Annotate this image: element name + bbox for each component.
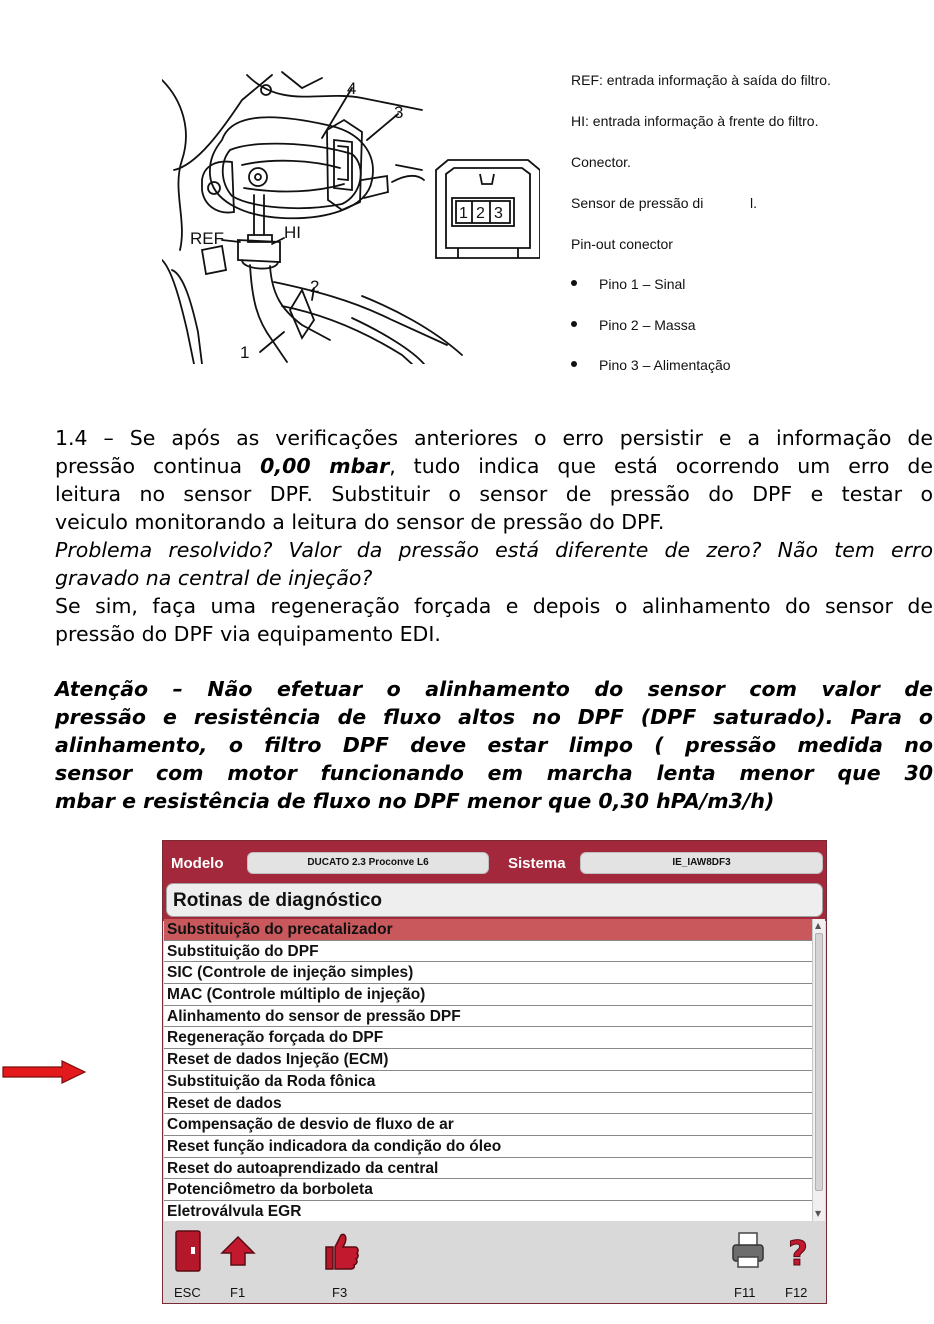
list-item[interactable]: Substituição do DPF bbox=[164, 941, 812, 963]
question-line-1: Problema resolvido? Valor da pressão está diferente de zero? Não tem erro bbox=[55, 538, 933, 562]
legend-hi: HI: entrada informação à frente do filtro. bbox=[571, 113, 819, 129]
warning-line-4: sensor com motor funcionando em marcha lenta menor que 30 bbox=[55, 761, 933, 785]
f11-button[interactable] bbox=[726, 1229, 770, 1273]
f1-button[interactable] bbox=[216, 1229, 260, 1273]
list-item[interactable]: Reset de dados Injeção (ECM) bbox=[164, 1049, 812, 1071]
question-line-2: gravado na central de injeção? bbox=[55, 566, 373, 590]
warning-line-3: alinhamento, o filtro DPF deve estar limpo ( pressão medida no bbox=[55, 733, 933, 757]
modelo-field[interactable]: DUCATO 2.3 Proconve L6 bbox=[247, 852, 489, 874]
routine-list bbox=[164, 919, 812, 1221]
f11-key-label: F11 bbox=[734, 1285, 756, 1300]
bullet-icon bbox=[571, 280, 577, 286]
list-item[interactable]: Compensação de desvio de fluxo de ar bbox=[164, 1114, 812, 1136]
exit-door-icon bbox=[173, 1229, 203, 1273]
list-item[interactable]: SIC (Controle de injeção simples) bbox=[164, 962, 812, 984]
pin-3-label: 3 bbox=[494, 205, 503, 222]
legend-pin-2: Pino 2 – Massa bbox=[571, 317, 696, 333]
sistema-label: Sistema bbox=[508, 855, 566, 872]
scroll-up-icon[interactable]: ▲ bbox=[815, 921, 822, 930]
label-ref: REF bbox=[190, 229, 224, 248]
warning-paragraph bbox=[55, 675, 933, 815]
list-item[interactable]: Alinhamento do sensor de pressão DPF bbox=[164, 1006, 812, 1028]
list-item[interactable]: Potenciômetro da borboleta bbox=[164, 1179, 812, 1201]
f3-key-label: F3 bbox=[332, 1285, 348, 1300]
callout-4: 4 bbox=[347, 79, 357, 98]
list-item[interactable]: Substituição do precatalizador bbox=[164, 919, 812, 941]
function-key-toolbar bbox=[163, 1223, 826, 1303]
answer-line-1: Se sim, faça uma regeneração forçada e depois o alinhamento do sensor de bbox=[55, 594, 933, 618]
step-line-2: pressão continua 0,00 mbar, tudo indica que está ocorrendo um erro de bbox=[55, 454, 933, 478]
bullet-icon bbox=[571, 321, 577, 327]
legend-pinout: Pin-out conector bbox=[571, 236, 673, 252]
step-line-3: leitura no sensor DPF. Substituir o sensor de pressão do DPF e testar o bbox=[55, 482, 933, 506]
legend-connector: Conector. bbox=[571, 154, 631, 170]
answer-line-2: pressão do DPF via equipamento EDI. bbox=[55, 622, 441, 646]
thumbs-up-icon bbox=[321, 1229, 361, 1273]
routines-title-bar bbox=[166, 883, 823, 917]
page-title: Rotinas de diagnóstico bbox=[173, 890, 383, 911]
callout-2: 2 bbox=[310, 277, 320, 296]
modelo-label: Modelo bbox=[171, 855, 224, 872]
warning-line-1: Atenção – Não efetuar o alinhamento do sensor com valor de bbox=[55, 677, 933, 701]
step-line-4: veiculo monitorando a leitura do sensor de pressão do DPF. bbox=[55, 510, 665, 534]
list-item[interactable]: Reset do autoaprendizado da central bbox=[164, 1158, 812, 1180]
legend-ref: REF: entrada informação à saída do filtro. bbox=[571, 72, 831, 88]
list-item[interactable]: Reset de dados bbox=[164, 1093, 812, 1115]
pin-2-label: 2 bbox=[476, 205, 485, 222]
esc-button[interactable] bbox=[166, 1229, 210, 1273]
sensor-diagram bbox=[162, 70, 540, 364]
callout-3: 3 bbox=[394, 103, 404, 122]
list-item[interactable]: Eletroválvula EGR bbox=[164, 1201, 812, 1221]
list-item[interactable]: Substituição da Roda fônica bbox=[164, 1071, 812, 1093]
list-item[interactable]: MAC (Controle múltiplo de injeção) bbox=[164, 984, 812, 1006]
legend-pin-3: Pino 3 – Alimentação bbox=[571, 357, 731, 373]
warning-line-2: pressão e resistência de fluxo altos no DPF (DPF saturado). Para o bbox=[55, 705, 933, 729]
legend-sensor: Sensor de pressão di l. bbox=[571, 195, 757, 211]
legend-pin-1: Pino 1 – Sinal bbox=[571, 276, 685, 292]
scroll-thumb[interactable] bbox=[815, 933, 823, 1191]
up-arrow-icon bbox=[218, 1229, 258, 1273]
bullet-icon bbox=[571, 361, 577, 367]
label-hi: HI bbox=[284, 223, 301, 242]
esc-key-label: ESC bbox=[174, 1285, 201, 1300]
diagnostic-screenshot bbox=[162, 840, 827, 1304]
f12-key-label: F12 bbox=[785, 1285, 808, 1300]
pointer-arrow-icon bbox=[2, 1060, 86, 1084]
f1-key-label: F1 bbox=[230, 1285, 246, 1300]
printer-icon bbox=[728, 1229, 768, 1273]
f3-button[interactable] bbox=[319, 1229, 363, 1273]
list-item[interactable]: Reset função indicadora da condição do óleo bbox=[164, 1136, 812, 1158]
pin-1-label: 1 bbox=[459, 205, 468, 222]
step-line-1: 1.4 – Se após as verificações anteriores o erro persistir e a informação de bbox=[55, 426, 933, 450]
scroll-down-icon[interactable]: ▼ bbox=[815, 1209, 822, 1218]
callout-1: 1 bbox=[240, 343, 250, 362]
sensor-line-drawing bbox=[162, 70, 540, 364]
list-scrollbar[interactable] bbox=[812, 919, 825, 1221]
warning-line-5: mbar e resistência de fluxo no DPF menor que 0,30 hPA/m3/h) bbox=[55, 789, 775, 813]
sistema-field[interactable]: IE_IAW8DF3 bbox=[580, 852, 823, 874]
list-item[interactable]: Regeneração forçada do DPF bbox=[164, 1027, 812, 1049]
screen-header bbox=[163, 841, 826, 921]
step-paragraph bbox=[55, 424, 933, 648]
svg-text:?: ? bbox=[788, 1234, 808, 1273]
help-question-icon bbox=[778, 1229, 818, 1273]
f12-button[interactable] bbox=[776, 1229, 820, 1273]
